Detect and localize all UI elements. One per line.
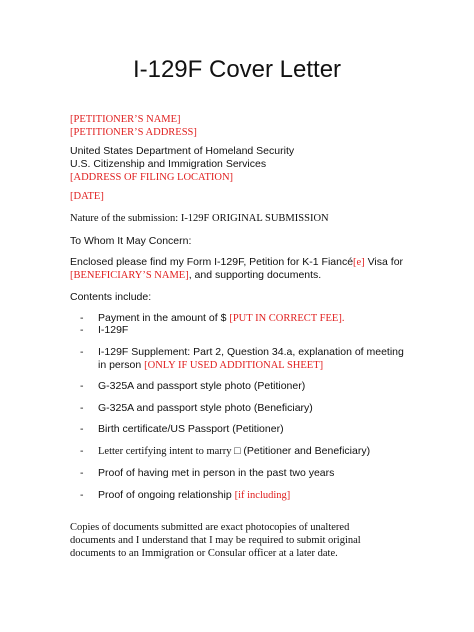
date-line <box>70 190 410 203</box>
form-text: I-129F <box>98 324 129 336</box>
fee-text: Payment in the amount of $ <box>98 312 230 324</box>
enclosed-text-3: , and supporting documents. <box>188 269 322 281</box>
g325a-petitioner-text: G-325A and passport style photo (Petitioner) <box>98 380 306 392</box>
list-dash: - <box>80 423 84 435</box>
list-dash: - <box>80 380 84 392</box>
enclosed-text-2: Visa for <box>364 256 404 268</box>
intent-text: Letter certifying intent to marry <box>98 446 235 457</box>
nature-line: Nature of the submission: I-129F ORIGINAL SUBMISSION <box>70 213 329 224</box>
fee-end: . <box>341 313 345 324</box>
enclosed-paragraph <box>70 256 410 282</box>
list-dash: - <box>80 324 84 336</box>
proof-relationship-placeholder: [if including] <box>234 490 291 501</box>
closing-paragraph: Copies of documents submitted are exact photocopies of unaltered documents and I understand that I may be required to submit original documents to an Immigration or Consular officer at a later date. <box>70 522 361 559</box>
list-dash: - <box>80 312 84 324</box>
page-title: I-129F Cover Letter <box>132 56 342 83</box>
contents-intro: Contents include: <box>70 291 152 303</box>
petitioner-address: [PETITIONER’S ADDRESS] <box>70 127 197 138</box>
beneficiary-name: [BENEFICIARY’S NAME] <box>70 270 189 281</box>
filing-location: [ADDRESS OF FILING LOCATION] <box>70 172 234 183</box>
list-dash: - <box>80 445 84 457</box>
recipient-block <box>70 145 410 184</box>
supplement-text: I-129F Supplement: Part 2, Question 34.a, explanation of meeting in person <box>98 346 404 371</box>
enclosed-text-1: Enclosed please find my Form I-129F, Petition for K-1 Fiancé <box>70 256 354 268</box>
list-dash: - <box>80 346 84 358</box>
fee-placeholder: [PUT IN CORRECT FEE] <box>229 313 342 324</box>
g325a-beneficiary-text: G-325A and passport style photo (Beneficiary) <box>98 402 313 414</box>
list-dash: - <box>80 489 84 501</box>
intent-parties: (Petitioner and Beneficiary) <box>240 445 371 457</box>
date-placeholder: [DATE] <box>70 191 104 202</box>
box-glyph-icon: □ <box>234 445 241 457</box>
proof-met-text: Proof of having met in person in the past two years <box>98 467 335 479</box>
recipient-line-1: United States Department of Homeland Security <box>70 145 295 157</box>
petitioner-name: [PETITIONER’S NAME] <box>70 114 181 125</box>
birth-certificate-text: Birth certificate/US Passport (Petitioner) <box>98 423 284 435</box>
proof-relationship-text: Proof of ongoing relationship <box>98 489 235 501</box>
recipient-line-2: U.S. Citizenship and Immigration Services <box>70 158 267 170</box>
petitioner-block <box>70 113 410 139</box>
list-dash: - <box>80 467 84 479</box>
supplement-placeholder: [ONLY IF USED ADDITIONAL SHEET] <box>144 360 324 371</box>
salutation: To Whom It May Concern: <box>70 235 192 247</box>
enclosed-bracket: [e] <box>353 257 365 268</box>
list-dash: - <box>80 402 84 414</box>
